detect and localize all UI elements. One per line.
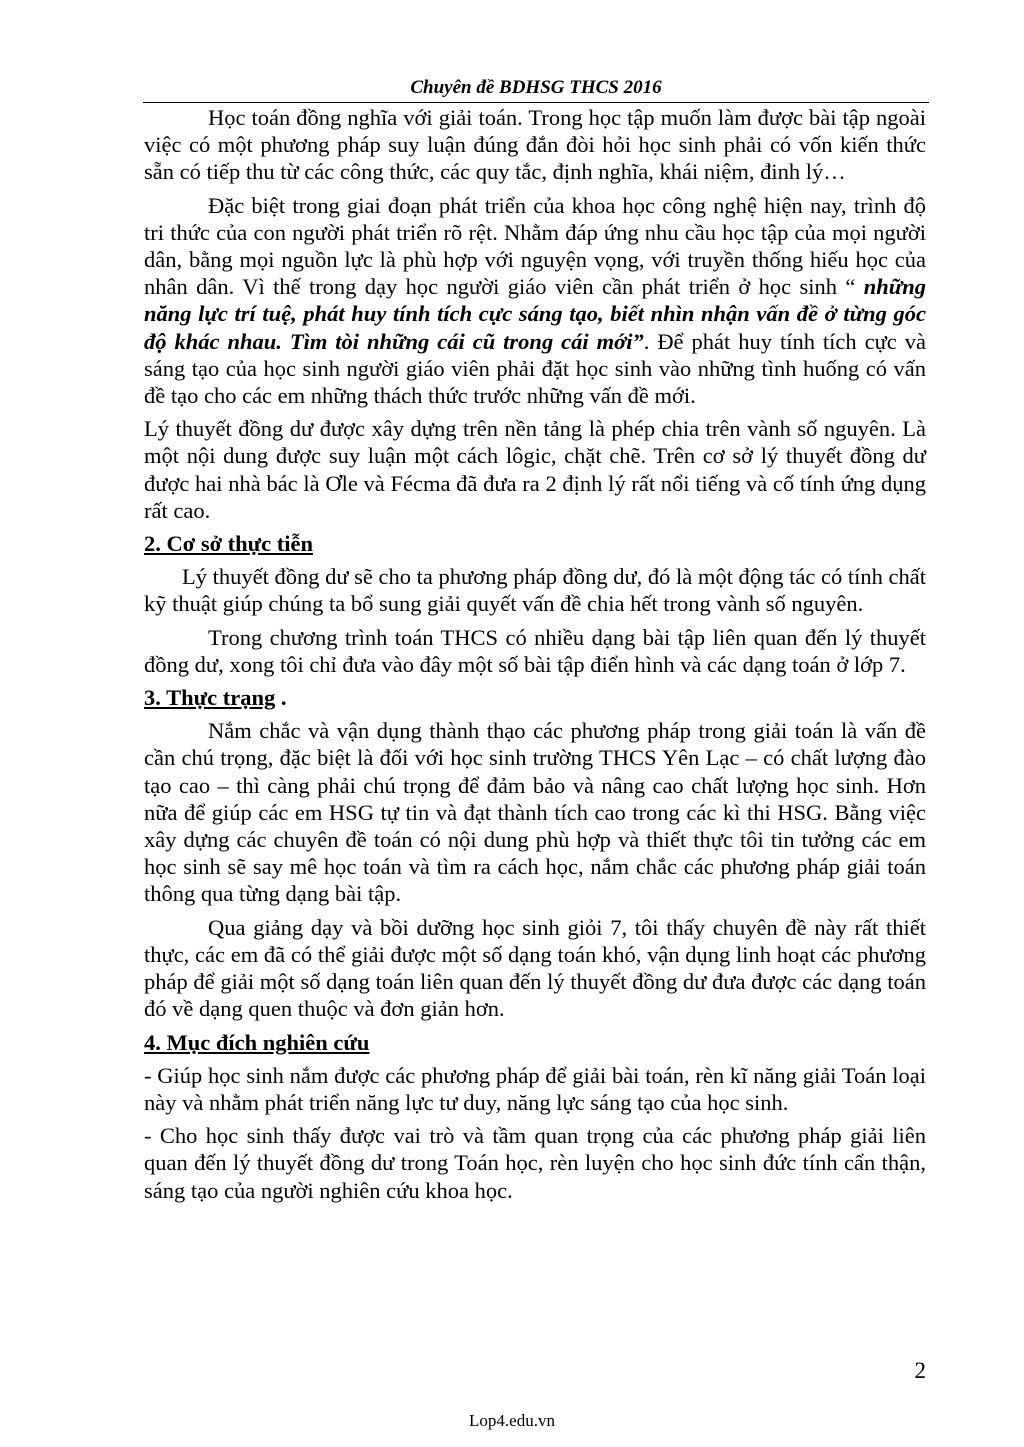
paragraph-purpose-1: - Giúp học sinh nắm được các phương pháp để giải bài toán, rèn kĩ năng giải Toán loại này và nhằm phát triển năng lực tư duy, năng lực sáng tạo của học sinh. (144, 1062, 926, 1115)
paragraph-situation: Nắm chắc và vận dụng thành thạo các phương pháp trong giải toán là vấn đề cần chú trọng, đặc biệt là đối với học sinh trường THCS Yên Lạc – có chất lượng đào tạo cao – thì càng phải chú trọng để đảm bảo và nâng cao chất lượng học sinh. Hơn nữa để giúp các em HSG tự tin và đạt thành tích cao trong các kì thi HSG. Bằng việc xây dựng các chuyên đề toán có nội dung phù hợp và thiết thực tôi tin tưởng các em học sinh sẽ say mê học toán và tìm ra cách học, nắm chắc các phương pháp giải toán thông qua từng dạng bài tập. (144, 718, 926, 907)
paragraph-congruence-theory: Lý thuyết đồng dư được xây dựng trên nền tảng là phép chia trên vành số nguyên. Là một nội dung được suy luận một cách lôgic, chặt chẽ. Trên cơ sở lý thuyết đồng dư được hai nhà bác là Ơle và Fécma đã đưa ra 2 định lý rất nổi tiếng và cố tính ứng dụng rất cao. (144, 416, 926, 523)
document-body (144, 104, 926, 1210)
paragraph-development-emphasis: những năng lực trí tuệ, phát huy tính tích cực sáng tạo, biết nhìn nhận vấn đề ở từng góc độ khác nhau. Tìm tòi những cái cũ trong cái mới” (144, 274, 926, 354)
paragraph-development (144, 192, 926, 410)
section-heading-situation-suffix: . (275, 685, 287, 711)
header-title: Chuyên đề BDHSG THCS 2016 (410, 77, 662, 98)
section-heading-research-purpose: 4. Mục đích nghiên cứu (144, 1029, 370, 1055)
section-heading-practical-basis: 2. Cơ sở thực tiễn (144, 531, 314, 557)
paragraph-curriculum: Trong chương trình toán THCS có nhiều dạng bài tập liên quan đến lý thuyết đồng dư, xong tôi chỉ đưa vào đây một số bài tập điển hình và các dạng toán ở lớp 7. (144, 624, 926, 677)
paragraph-congruence-method: Lý thuyết đồng dư sẽ cho ta phương pháp đồng dư, đó là một động tác có tính chất kỹ thuật giúp chúng ta bổ sung giải quyết vấn đề chia hết trong vành số nguyên. (144, 564, 926, 617)
section-heading-situation-wrap (144, 684, 926, 711)
page-header (143, 76, 929, 103)
paragraph-development-end: . Để phát huy tính tích cực và sáng tạo của học sinh người giáo viên phải đặt học sinh vào những tình huống có vấn đề tạo cho các em những thách thức trước những vấn đề mới. (144, 328, 927, 409)
paragraph-intro: Học toán đồng nghĩa với giải toán. Trong học tập muốn làm được bài tập ngoài việc có một phương pháp suy luận đúng đắn đòi hỏi học sinh phải có vốn kiến thức sẵn có tiếp thu từ các công thức, các quy tắc, định nghĩa, khái niệm, đinh lý… (144, 105, 926, 185)
paragraph-teaching-experience: Qua giảng dạy và bồi dưỡng học sinh giỏi 7, tôi thấy chuyên đề này rất thiết thực, các em đã có thể giải được một số dạng toán khó, vận dụng linh hoạt các phương pháp để giải một số dạng toán liên quan đến lý thuyết đồng dư đưa được các dạng toán đó về dạng quen thuộc và đơn giản hơn. (144, 914, 926, 1022)
footer-site: Lop4.edu.vn (469, 1411, 555, 1430)
section-heading-situation: 3. Thực trạng (144, 685, 276, 711)
paragraph-purpose-2: - Cho học sinh thấy được vai trò và tầm quan trọng của các phương pháp giải liên quan đến lý thuyết đồng dư trong Toán học, rèn luyện cho học sinh đức tính cẩn thận, sáng tạo của người nghiên cứu khoa học. (144, 1123, 926, 1203)
paragraph-development-start: Đặc biệt trong giai đoạn phát triển của khoa học công nghệ hiện nay, trình độ tri thức của con người phát triển rõ rệt. Nhằm đáp ứng nhu cầu học tập của mọi người dân, bằng mọi nguồn lực là phù hợp với nguyện vọng, với truyền thống hiếu học của nhân dân. Vì thế trong dạy học người giáo viên cần phát triển ở học sinh “ (144, 192, 926, 300)
page-number: 2 (914, 1358, 926, 1383)
